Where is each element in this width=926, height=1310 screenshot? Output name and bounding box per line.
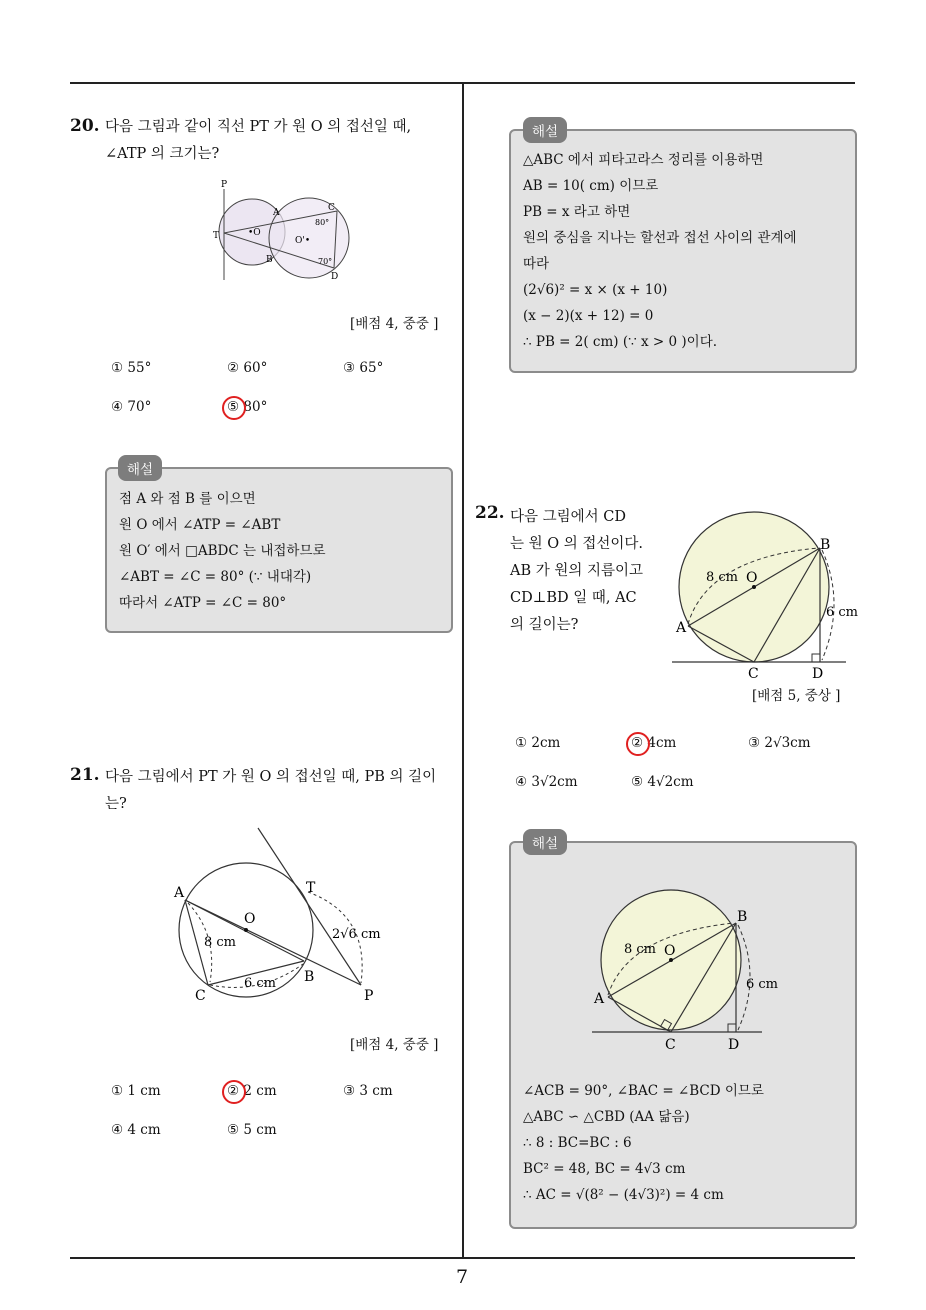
q22-exp-right-angle-d — [728, 1024, 736, 1032]
q21-option-1[interactable]: ① 1 cm — [111, 1083, 161, 1099]
q22-line4: CD⊥BD 일 때, AC — [510, 590, 637, 606]
q20-exp-line3: 원 O′ 에서 □ABDC 는 내접하므로 — [119, 543, 326, 559]
q21-exp-line1: △ABC 에서 피타고라스 정리를 이용하면 — [523, 152, 764, 168]
q20-label-a: A — [273, 208, 280, 218]
q21-label-2root6: 2√6 cm — [332, 927, 381, 942]
q21-label-o: O — [244, 911, 256, 927]
q21-option-2[interactable]: ② 2 cm — [227, 1083, 277, 1099]
q22-explanation-badge: 해설 — [523, 829, 567, 855]
q21-option-5[interactable]: ⑤ 5 cm — [227, 1122, 277, 1138]
q21-exp-line7: (x − 2)(x + 12) = 0 — [523, 308, 654, 324]
q22-option-2[interactable]: ② 4cm — [631, 735, 677, 751]
q22-exp-label-c: C — [665, 1037, 676, 1053]
q20-option-4[interactable]: ④ 70° — [111, 399, 152, 415]
q22-option-4[interactable]: ④ 3√2cm — [515, 774, 578, 790]
q21-number: 21. — [70, 765, 100, 785]
q22-option-5[interactable]: ⑤ 4√2cm — [631, 774, 694, 790]
q21-exp-line8: ∴ PB = 2( cm) (∵ x > 0 )이다. — [523, 334, 718, 350]
q21-exp-line4: 원의 중심을 지나는 할선과 접선 사이의 관계에 — [523, 230, 797, 246]
q22-exp-label-b: B — [737, 909, 748, 925]
q21-label-8cm: 8 cm — [204, 935, 237, 950]
q20-line1: 다음 그림과 같이 직선 PT 가 원 O 의 접선일 때, — [105, 119, 412, 135]
q21-question — [105, 764, 436, 818]
q21-explanation-badge: 해설 — [523, 117, 567, 143]
q22-label-6cm: 6 cm — [826, 605, 858, 620]
q20-explanation-badge: 해설 — [118, 455, 162, 481]
q22-exp-label-a: A — [594, 991, 605, 1007]
q21-exp-line3: PB = x 라고 하면 — [523, 204, 631, 220]
q20-label-c: C — [328, 203, 335, 213]
q20-score: [배점 4, 중중 ] — [350, 316, 439, 332]
q20-exp-line5: 따라서 ∠ATP = ∠C = 80° — [119, 595, 287, 611]
q21-explanation-text — [523, 147, 797, 355]
q20-exp-line2: 원 O 에서 ∠ATP = ∠ABT — [119, 517, 281, 533]
q22-option-3[interactable]: ③ 2√3cm — [748, 735, 811, 751]
q22-number: 22. — [475, 503, 505, 523]
q20-option-1[interactable]: ① 55° — [111, 360, 152, 376]
q20-label-p: P — [221, 180, 228, 190]
q22-exp-line1: ∠ACB = 90°, ∠BAC = ∠BCD 이므로 — [523, 1083, 764, 1099]
q22-label-a: A — [676, 620, 687, 636]
q20-figure — [205, 175, 365, 285]
q21-exp-line5: 따라 — [523, 256, 550, 272]
q20-label-o: •O — [248, 228, 261, 238]
q20-label-70: 70° — [318, 257, 333, 266]
q22-label-c: C — [748, 666, 759, 682]
q22-right-angle-d — [812, 654, 820, 662]
q20-label-t: T — [213, 231, 220, 241]
q20-answer-mark — [222, 396, 246, 420]
q22-line1: 다음 그림에서 CD — [510, 509, 626, 525]
q21-label-a: A — [174, 885, 185, 901]
q22-explanation-figure — [586, 888, 786, 1058]
q22-exp-line5: ∴ AC = √(8² − (4√3)²) = 4 cm — [523, 1187, 724, 1203]
q22-exp-label-d: D — [728, 1037, 740, 1053]
q22-score: [배점 5, 중상 ] — [752, 688, 841, 704]
q22-exp-label-o: O — [664, 943, 676, 959]
q20-exp-line1: 점 A 와 점 B 를 이으면 — [119, 491, 256, 507]
q20-exp-line4: ∠ABT = ∠C = 80° (∵ 내대각) — [119, 569, 312, 585]
q22-question — [510, 504, 643, 639]
q22-answer-mark — [626, 732, 650, 756]
q20-question — [105, 114, 411, 168]
column-divider — [462, 82, 464, 1257]
q20-label-d: D — [331, 272, 339, 282]
q20-label-o-prime: O'• — [295, 236, 311, 246]
q20-option-5[interactable]: ⑤ 80° — [227, 399, 268, 415]
q22-exp-line2: △ABC ∽ △CBD (AA 닮음) — [523, 1109, 690, 1125]
q20-explanation-text — [119, 486, 326, 616]
q21-center-dot — [244, 928, 248, 932]
q21-label-c: C — [195, 988, 206, 1004]
q20-label-b: B — [266, 255, 273, 265]
q22-exp-label-8cm: 8 cm — [624, 942, 657, 957]
q21-option-4[interactable]: ④ 4 cm — [111, 1122, 161, 1138]
q22-label-8cm: 8 cm — [706, 570, 739, 585]
q22-label-o: O — [746, 570, 758, 586]
q21-label-p: P — [364, 988, 374, 1004]
q20-label-80: 80° — [315, 218, 330, 227]
q21-exp-line2: AB = 10( cm) 이므로 — [523, 178, 659, 194]
q22-label-d: D — [812, 666, 824, 682]
bottom-rule — [70, 1257, 855, 1259]
q22-line5: 의 길이는? — [510, 617, 579, 633]
q21-option-3[interactable]: ③ 3 cm — [343, 1083, 393, 1099]
q21-label-6cm: 6 cm — [244, 976, 277, 991]
q20-number: 20. — [70, 116, 100, 136]
page-number: 7 — [456, 1266, 469, 1288]
q21-line2: 는? — [105, 796, 127, 812]
q21-label-t: T — [306, 880, 316, 896]
q22-exp-label-6cm: 6 cm — [746, 977, 779, 992]
q20-option-2[interactable]: ② 60° — [227, 360, 268, 376]
q21-figure — [170, 825, 400, 1010]
q21-answer-mark — [222, 1080, 246, 1104]
q21-line-pt — [258, 828, 361, 985]
q21-score: [배점 4, 중중 ] — [350, 1037, 439, 1053]
q22-exp-line3: ∴ 8 : BC=BC : 6 — [523, 1135, 632, 1151]
q21-exp-line6: (2√6)² = x × (x + 10) — [523, 282, 668, 298]
q22-label-b: B — [820, 537, 831, 553]
q22-line3: AB 가 원의 지름이고 — [510, 563, 644, 579]
q20-line2: ∠ATP 의 크기는? — [105, 146, 220, 162]
q22-exp-line4: BC² = 48, BC = 4√3 cm — [523, 1161, 686, 1177]
q22-figure — [668, 508, 858, 683]
q21-line1: 다음 그림에서 PT 가 원 O 의 접선일 때, PB 의 길이 — [105, 769, 437, 785]
q22-option-1[interactable]: ① 2cm — [515, 735, 561, 751]
q20-option-3[interactable]: ③ 65° — [343, 360, 384, 376]
q21-label-b: B — [304, 969, 315, 985]
q22-explanation-text — [523, 1078, 764, 1208]
q22-line2: 는 원 O 의 접선이다. — [510, 536, 643, 552]
